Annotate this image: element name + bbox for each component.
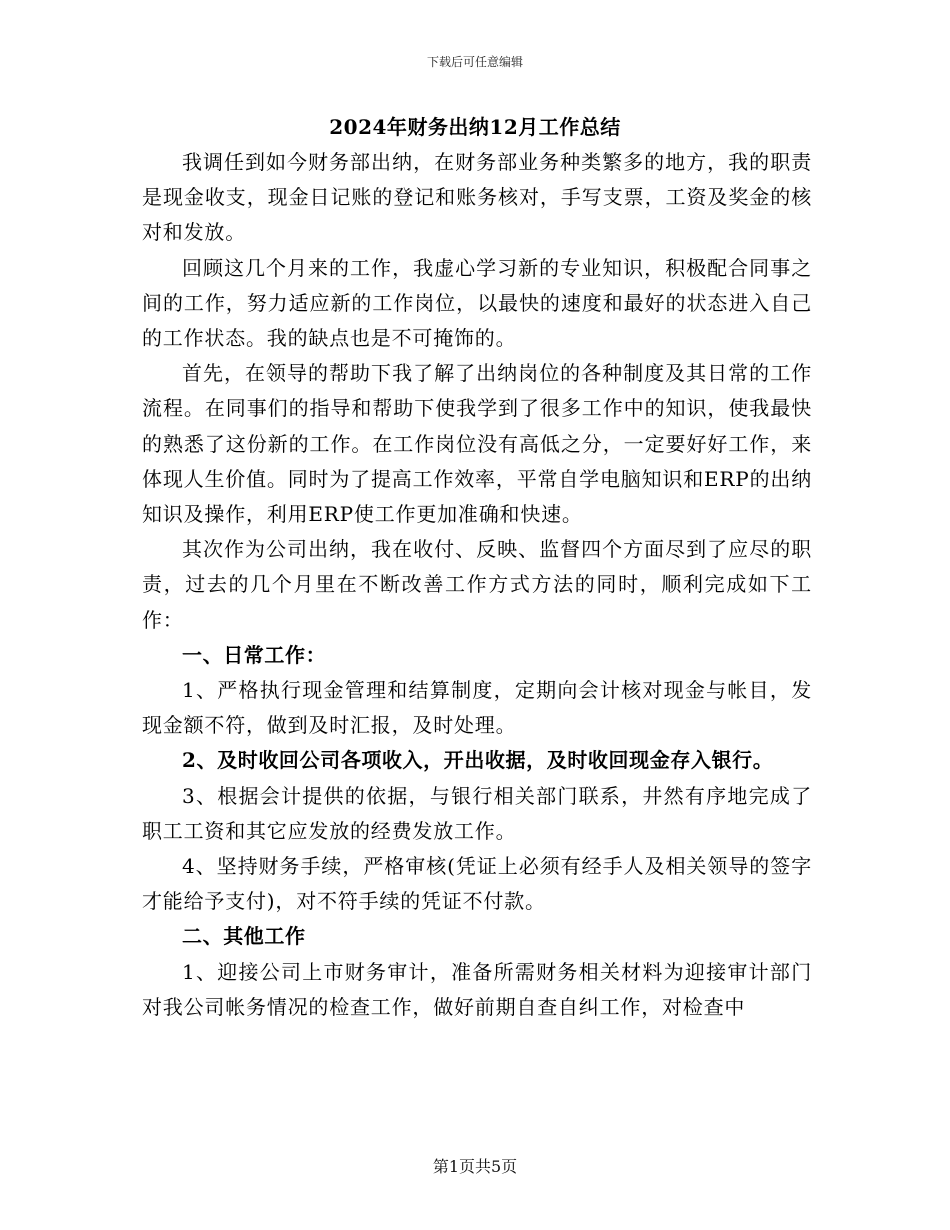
section-heading: 一、日常工作： <box>182 642 327 667</box>
paragraph-bold: 2、及时收回公司各项收入，开出收据，及时收回现金存入银行。 <box>182 748 774 773</box>
paragraph: 1、迎接公司上市财务审计，准备所需财务相关材料为迎接审计部门对我公司帐务情况的检查工作，做好前期自查自纠工作，对检查中 <box>142 959 812 1019</box>
paragraph: 3、根据会计提供的依据，与银行相关部门联系，井然有序地完成了职工工资和其它应发放的经费发放工作。 <box>142 783 812 843</box>
paragraph: 我调任到如今财务部出纳，在财务部业务种类繁多的地方，我的职责是现金收支，现金日记账的登记和账务核对，手写支票，工资及奖金的核对和发放。 <box>142 150 812 245</box>
header-note: 下载后可任意编辑 <box>426 55 523 69</box>
paragraph: 首先，在领导的帮助下我了解了出纳岗位的各种制度及其日常的工作流程。在同事们的指导和帮助下使我学到了很多工作中的知识，使我最快的熟悉了这份新的工作。在工作岗位没有高低之分，一定要好好工作，来体现人生价值。同时为了提高工作效率，平常自学电脑知识和ERP的出纳知识及操作，利用ERP使工作更加准确和快速。 <box>142 361 812 527</box>
paragraph: 回顾这几个月来的工作，我虚心学习新的专业知识，积极配合同事之间的工作，努力适应新的工作岗位，以最快的速度和最好的状态进入自己的工作状态。我的缺点也是不可掩饰的。 <box>142 255 812 351</box>
page-number-footer: 第1页共5页 <box>432 1157 518 1176</box>
document-title: 2024年财务出纳12月工作总结 <box>329 115 621 139</box>
paragraph: 4、坚持财务手续，严格审核(凭证上必须有经手人及相关领导的签字才能给予支付)，对不符手续的凭证不付款。 <box>142 854 812 914</box>
document-body <box>142 145 812 1025</box>
section-heading: 二、其他工作 <box>182 924 306 949</box>
paragraph: 1、严格执行现金管理和结算制度，定期向会计核对现金与帐目，发现金额不符，做到及时汇报，及时处理。 <box>142 678 812 738</box>
paragraph: 其次作为公司出纳，我在收付、反映、监督四个方面尽到了应尽的职责，过去的几个月里在不断改善工作方式方法的同时，顺利完成如下工作： <box>142 537 812 632</box>
